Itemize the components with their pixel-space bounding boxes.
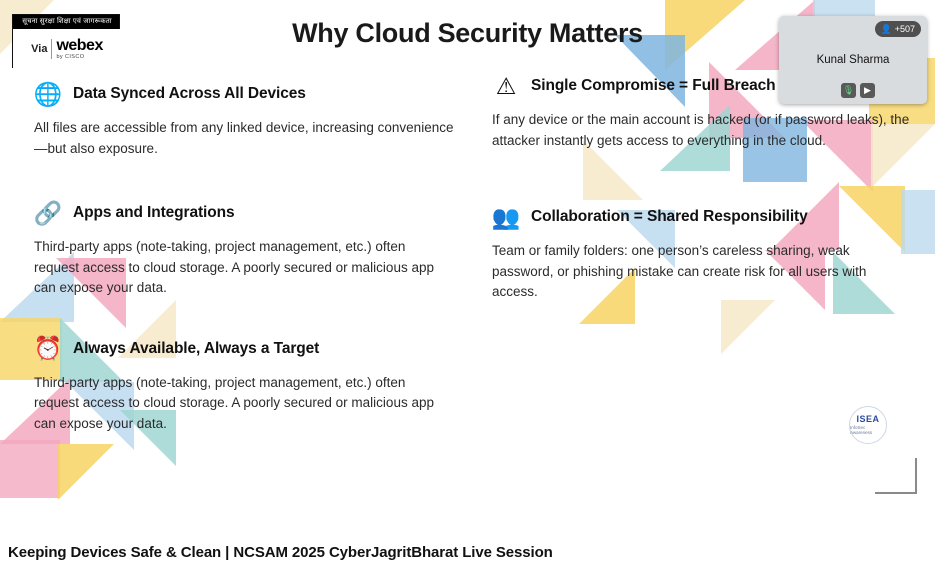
slide-point-apps-integrations [34, 199, 464, 299]
isea-mark: ISEA [856, 414, 880, 424]
slide-right-column [492, 72, 922, 337]
participant-name-label: Kunal Sharma [816, 54, 890, 66]
slide-point-heading: Data Synced Across All Devices [73, 85, 306, 102]
slide-point-header [34, 335, 464, 363]
isea-logo [849, 406, 887, 444]
slide-point-collaboration [492, 203, 922, 303]
participant-count-label: +507 [894, 24, 915, 34]
logo-cisco-byline: by CISCO [56, 53, 85, 60]
slide-point-heading: Single Compromise = Full Breach [531, 77, 776, 94]
slide-point-heading: Always Available, Always a Target [73, 339, 320, 357]
slide-point-body: Third-party apps (note-taking, project management, etc.) often request access to cloud storage. A poorly secured or malicious app can expose your data. [34, 374, 434, 431]
slide-left-column [34, 80, 464, 460]
slide-point-heading: Apps and Integrations [73, 204, 235, 222]
corner-bracket-decoration [875, 458, 917, 494]
slide-point-header [34, 199, 464, 227]
microphone-icon[interactable]: 🎙 [841, 83, 856, 98]
slide-point-body: All files are accessible from any linked device, increasing convenience—but also exposure. [34, 120, 454, 156]
slide-point-body: Team or family folders: one person’s careless sharing, weak password, or phishing mistake can create risk for all users with access. [492, 243, 867, 300]
logo-webex-brand: webex [56, 36, 103, 54]
people-group-icon: 👥 [491, 203, 521, 230]
slide-point-header [34, 80, 464, 108]
session-caption-bar [0, 530, 935, 575]
person-icon: 👤 [880, 23, 892, 34]
session-caption-text: Keeping Devices Safe & Clean | NCSAM 2025 CyberJagritBharat Live Session [8, 544, 553, 561]
isea-subtitle: InfoSec Awareness [850, 425, 873, 435]
link-chain-icon: 🔗 [33, 199, 63, 226]
slide-point-data-synced [34, 80, 464, 159]
camera-icon[interactable]: ▶ [860, 83, 875, 98]
slide-point-always-available [34, 335, 464, 435]
slide-point-body: If any device or the main account is hacked (or if password leaks), the attacker instantly gets access to everything in the cloud. [492, 112, 910, 148]
slide-point-heading: Collaboration = Shared Responsibility [531, 208, 808, 226]
globe-icon: 🌐 [33, 80, 63, 107]
participant-count-badge[interactable] [875, 21, 922, 37]
alarm-clock-icon: ⏰ [33, 335, 63, 362]
logo-hindi-text: सूचना सुरक्षा शिक्षा एवं जागरूकता [22, 18, 112, 25]
self-view-video-tile[interactable] [779, 16, 927, 104]
slide-point-header [492, 203, 922, 231]
logo-via-label: Via [31, 43, 48, 55]
slide-title: Why Cloud Security Matters [292, 18, 643, 48]
warning-triangle-icon: ⚠ [495, 72, 517, 99]
slide-point-body: Third-party apps (note-taking, project management, etc.) often request access to cloud storage. A poorly secured or malicious app can expose your data. [34, 239, 434, 296]
